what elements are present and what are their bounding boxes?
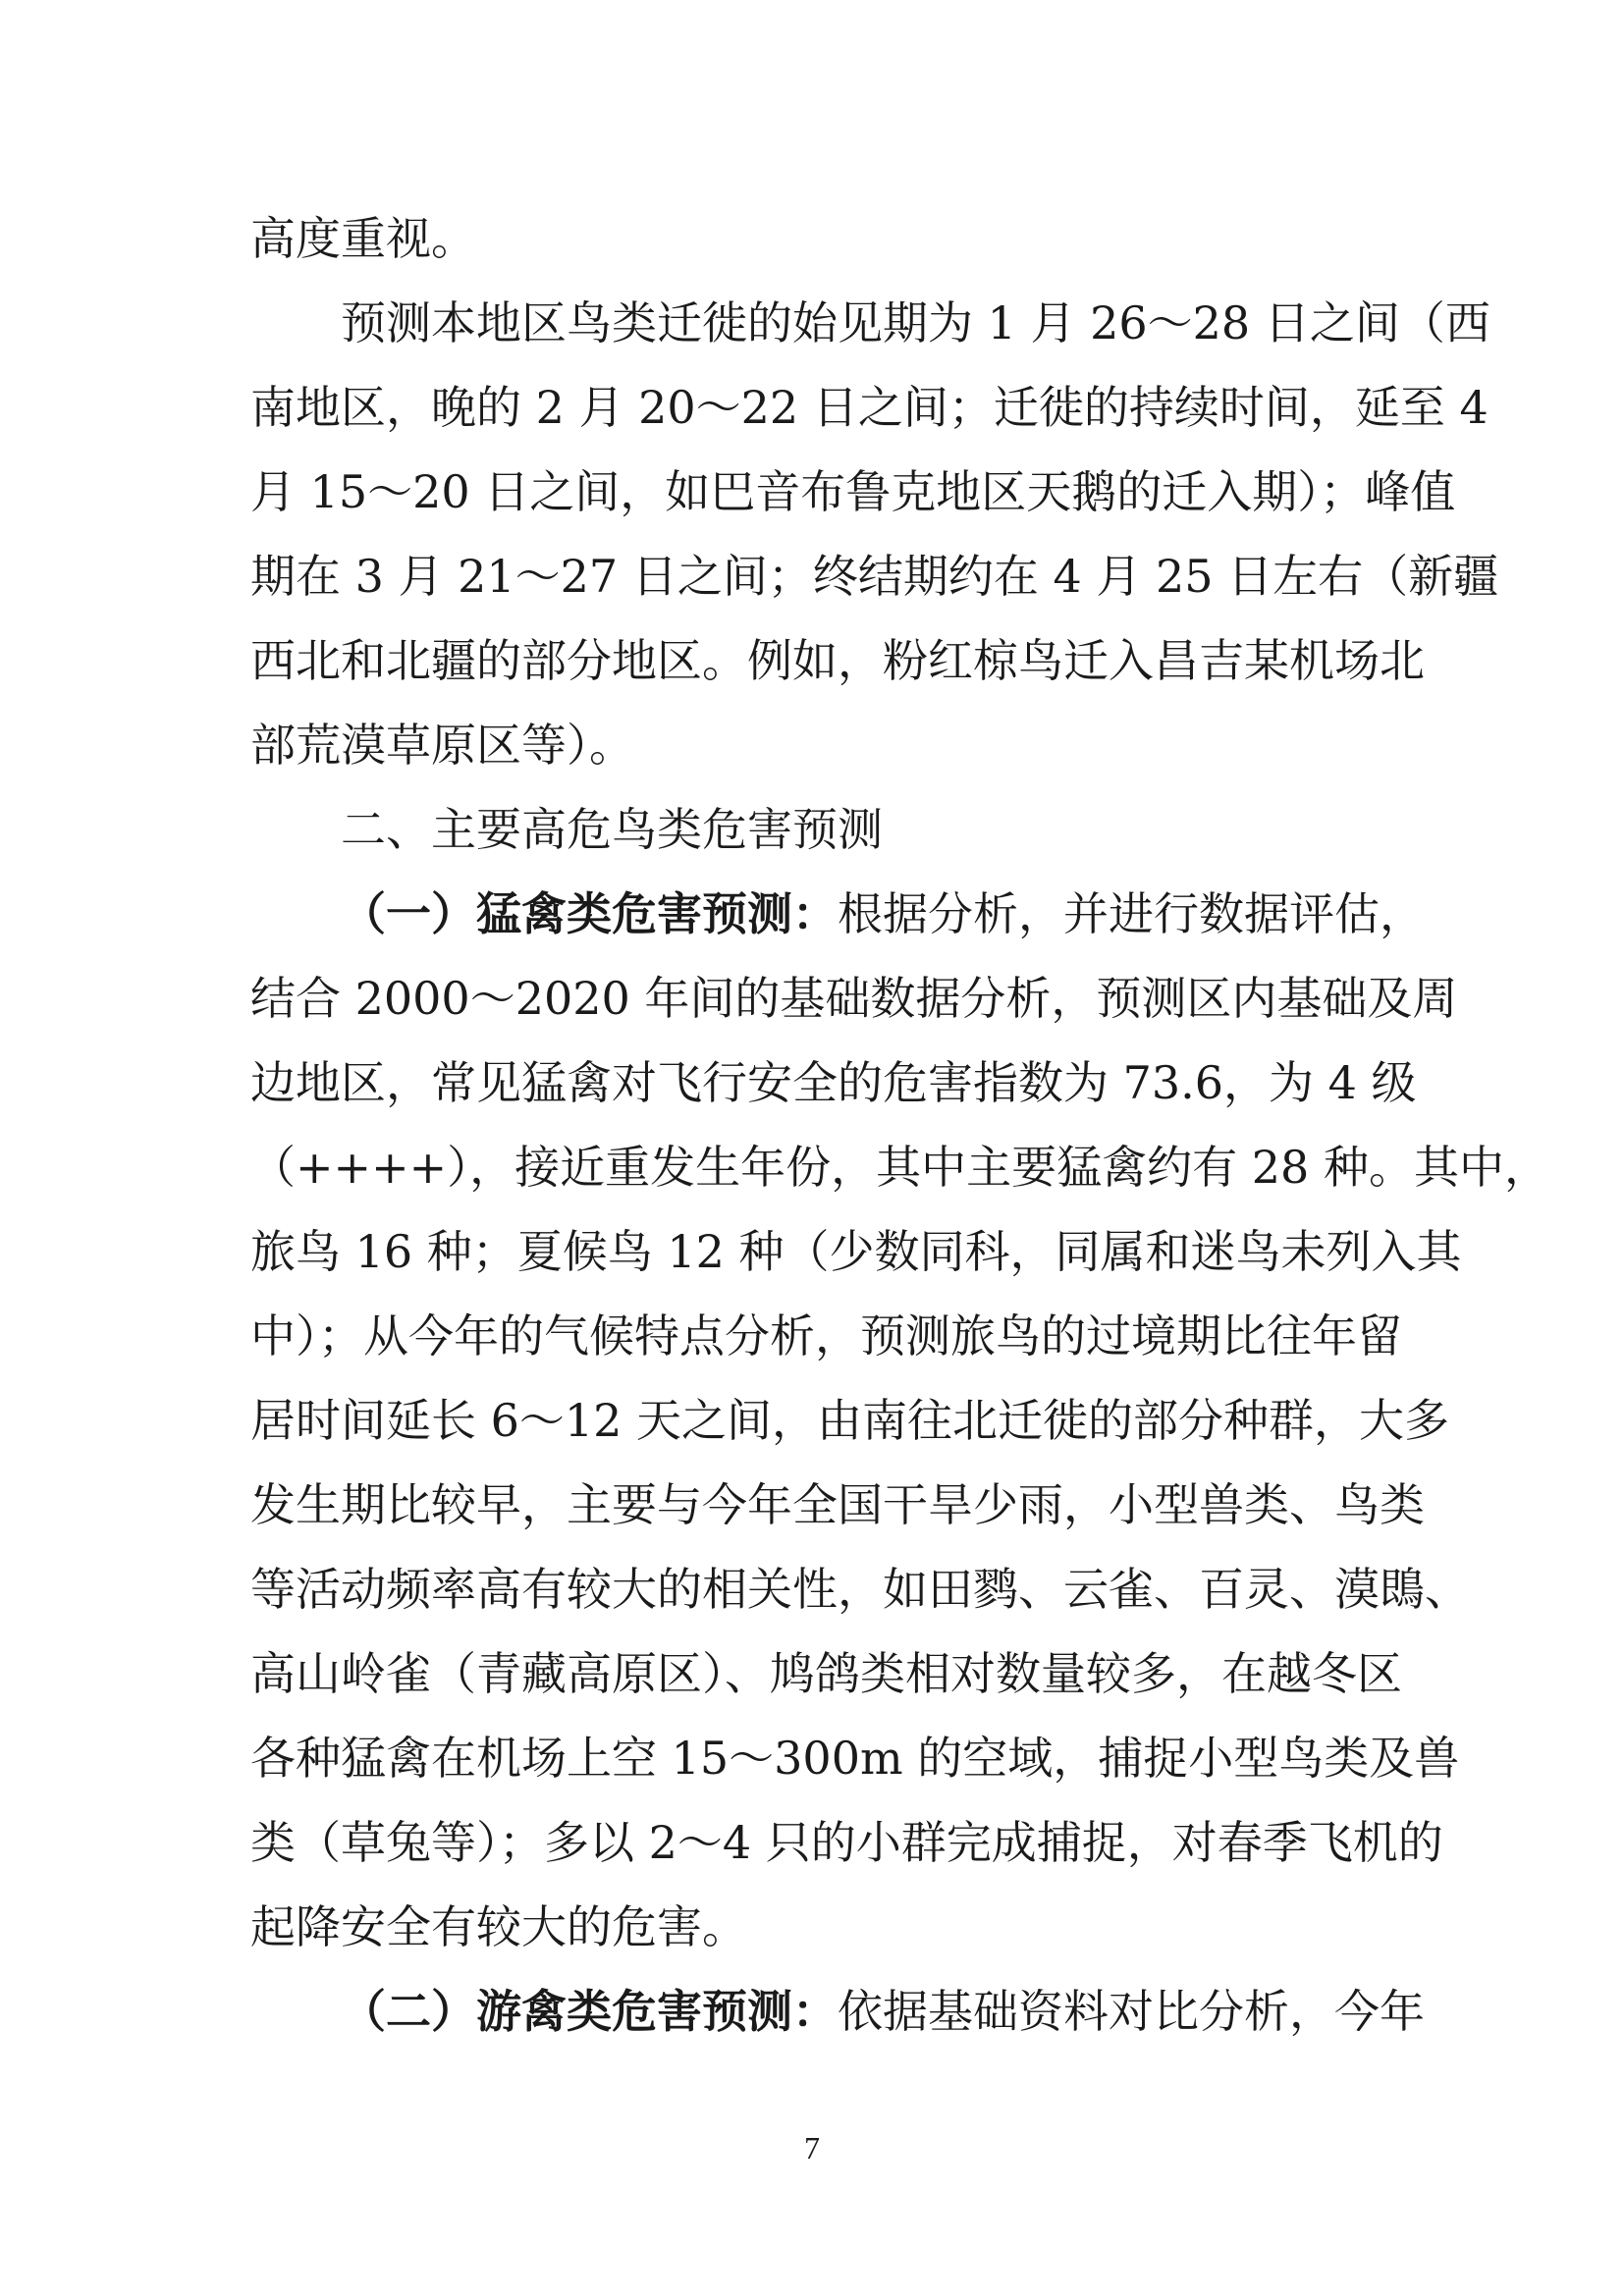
text-line: 发生期比较早，主要与今年全国干旱少雨，小型兽类、鸟类	[250, 1478, 1425, 1531]
paragraph-line	[250, 1463, 1425, 1547]
paragraph-line	[250, 281, 1490, 365]
text-line: 月 15～20 日之间，如巴音布鲁克地区天鹅的迁入期）；峰值	[250, 465, 1456, 518]
paragraph-line	[250, 1378, 1450, 1463]
text-line: 边地区，常见猛禽对飞行安全的危害指数为 73.6，为 4 级	[250, 1056, 1417, 1109]
text-line: 期在 3 月 21～27 日之间；终结期约在 4 月 25 日左右（新疆	[250, 550, 1499, 603]
text-line: 等活动频率高有较大的相关性，如田鹨、云雀、百灵、漠鵖、	[250, 1563, 1470, 1616]
page-number: 7	[804, 2130, 820, 2165]
text-line: 旅鸟 16 种；夏候鸟 12 种（少数同科，同属和迷鸟未列入其	[250, 1225, 1462, 1278]
text-line: 高山岭雀（青藏高原区）、鸠鸽类相对数量较多，在越冬区	[250, 1647, 1402, 1700]
paragraph-line	[250, 1041, 1417, 1125]
paragraph-continuation	[250, 196, 1380, 281]
text-line: （++++），接近重发生年份，其中主要猛禽约有 28 种。其中，	[250, 1141, 1549, 1194]
paragraph-line	[250, 1125, 1549, 1209]
text-line: 南地区，晚的 2 月 20～22 日之间；迁徙的持续时间，延至 4	[250, 381, 1489, 434]
paragraph-line	[250, 703, 1380, 787]
text-line: 结合 2000～2020 年间的基础数据分析，预测区内基础及周	[250, 972, 1458, 1025]
text-line: 高度重视。	[250, 212, 476, 265]
subsection-lead: （一）猛禽类危害预测：	[341, 887, 838, 940]
paragraph-line	[250, 1294, 1402, 1378]
text-line: 类（草兔等）；多以 2～4 只的小群完成捕捉，对春季飞机的	[250, 1816, 1443, 1869]
text-line: 中）；从今年的气候特点分析，预测旅鸟的过境期比往年留	[250, 1309, 1402, 1362]
section-heading-text: 二、主要高危鸟类危害预测	[341, 803, 883, 856]
paragraph-line	[250, 1547, 1470, 1631]
document-body	[250, 196, 1549, 2054]
text-line: 居时间延长 6～12 天之间，由南往北迁徙的部分种群，大多	[250, 1394, 1450, 1447]
paragraph-line	[250, 618, 1425, 703]
paragraph-line	[250, 1800, 1443, 1885]
text-line: 依据基础资料对比分析，今年	[838, 1985, 1425, 2038]
text-line: 预测本地区鸟类迁徙的始见期为 1 月 26～28 日之间（西	[341, 296, 1490, 349]
text-line: 各种猛禽在机场上空 15～300m 的空域，捕捉小型鸟类及兽	[250, 1732, 1460, 1785]
paragraph-line	[250, 450, 1456, 534]
text-line: 起降安全有较大的危害。	[250, 1900, 747, 1953]
text-line: 部荒漠草原区等）。	[250, 719, 634, 772]
paragraph-line	[250, 1716, 1460, 1800]
section-heading	[250, 787, 1380, 872]
paragraph-line	[250, 1631, 1402, 1716]
paragraph-line	[250, 1209, 1462, 1294]
subsection-lead: （二）游禽类危害预测：	[341, 1985, 838, 2038]
paragraph-line	[250, 365, 1489, 450]
paragraph-line	[250, 534, 1499, 618]
paragraph-line	[250, 956, 1458, 1041]
paragraph-line	[250, 1969, 1425, 2054]
text-line: 西北和北疆的部分地区。例如，粉红椋鸟迁入昌吉某机场北	[250, 634, 1425, 687]
paragraph-line	[250, 1885, 1380, 1969]
text-line: 根据分析，并进行数据评估，	[838, 887, 1425, 940]
paragraph-line	[250, 872, 1425, 956]
